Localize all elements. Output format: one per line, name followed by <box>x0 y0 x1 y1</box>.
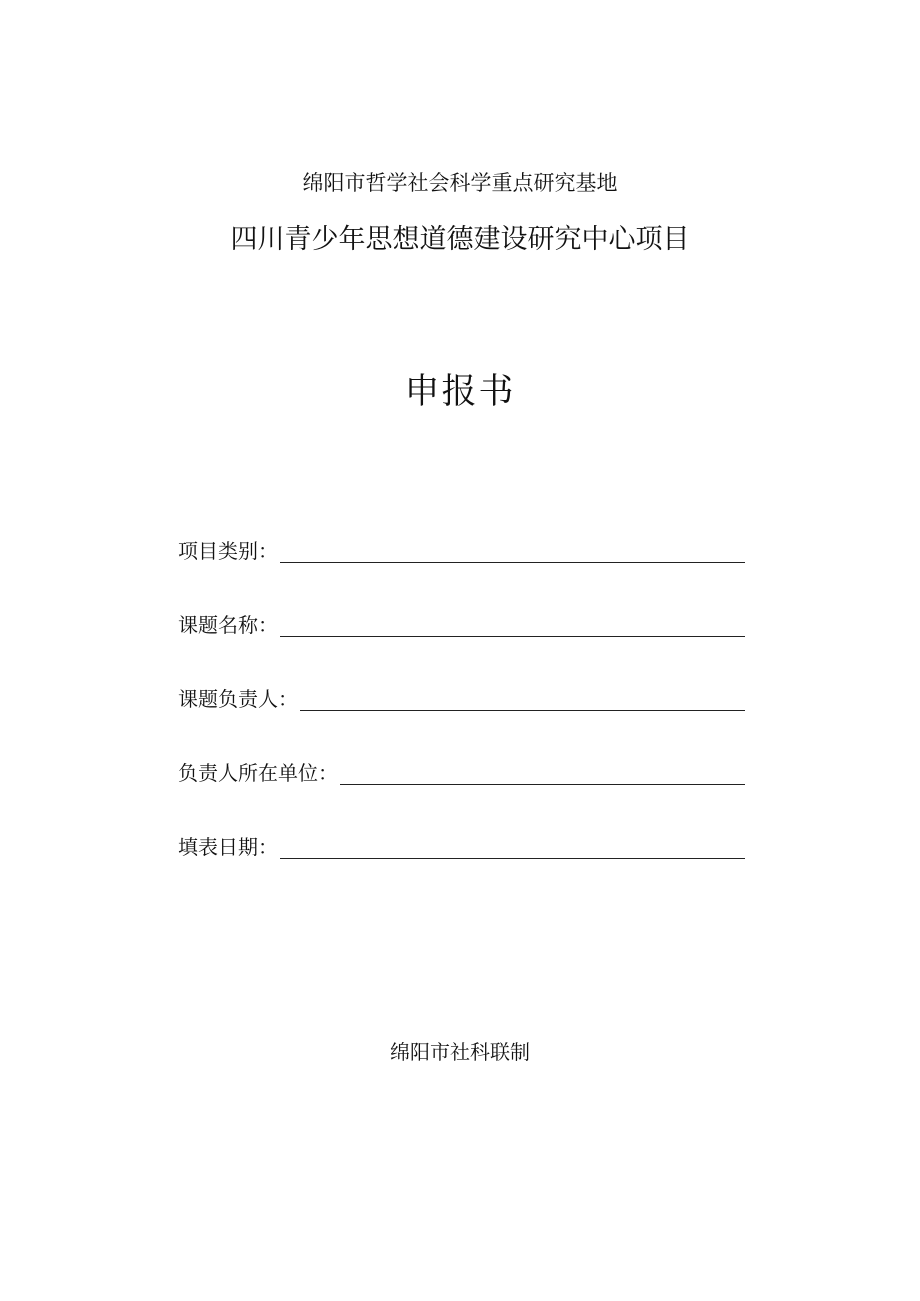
form-row-leader-unit <box>178 747 745 787</box>
document-title: 四川青少年思想道德建设研究中心项目 <box>230 224 690 255</box>
fill-date-blank-line <box>280 858 745 859</box>
issuer-footer: 绵阳市社科联制 <box>390 1040 530 1064</box>
leader-unit-blank-line <box>340 784 745 785</box>
topic-name-label: 课题名称： <box>178 613 278 637</box>
form-row-project-category <box>178 525 745 565</box>
fill-date-label: 填表日期： <box>178 835 278 859</box>
document-subtitle: 绵阳市哲学社会科学重点研究基地 <box>302 171 618 195</box>
project-category-label: 项目类别： <box>178 539 278 563</box>
application-form <box>178 525 745 895</box>
topic-name-blank-line <box>280 636 745 637</box>
document-heading: 申报书 <box>404 372 516 412</box>
project-category-blank-line <box>280 562 745 563</box>
topic-leader-blank-line <box>300 710 745 711</box>
topic-leader-label: 课题负责人： <box>178 687 298 711</box>
form-row-fill-date <box>178 821 745 861</box>
leader-unit-label: 负责人所在单位： <box>178 761 338 785</box>
form-row-topic-name <box>178 599 745 639</box>
form-row-topic-leader <box>178 673 745 713</box>
